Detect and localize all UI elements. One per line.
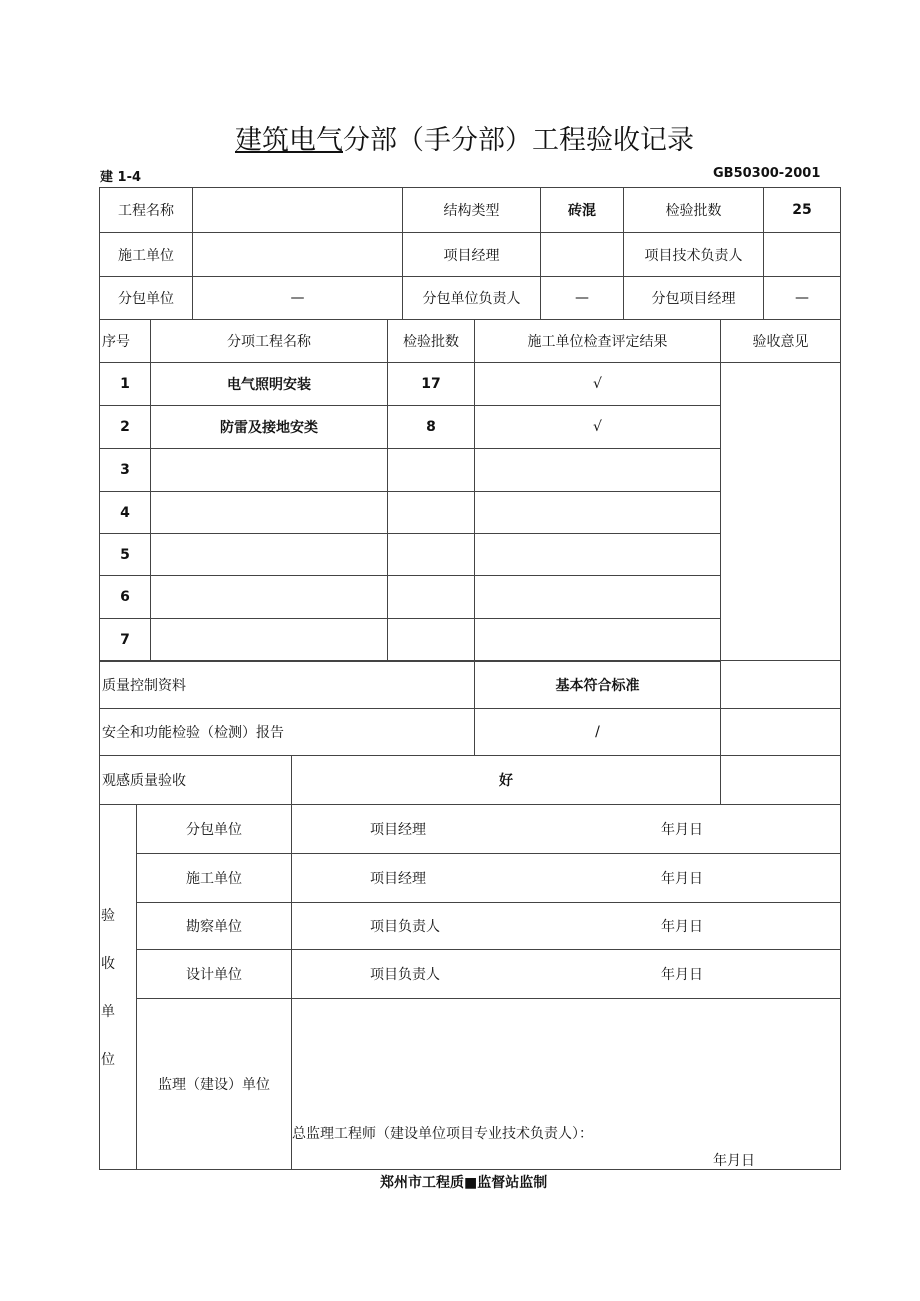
label-sub-head: 分包单位负责人 (402, 276, 541, 320)
label-batch: 检验批数 (623, 187, 764, 233)
item-name: 电气照明安装 (150, 362, 388, 406)
label-project-name: 工程名称 (99, 187, 193, 233)
standard-code: GB50300-2001 (713, 166, 821, 181)
acceptance-sign-cell (291, 902, 841, 950)
acceptance-date: 年月日 (661, 871, 703, 887)
header-batch: 检验批数 (387, 319, 475, 363)
safety-value: / (474, 708, 721, 756)
item-batch (387, 575, 475, 619)
item-result: √ (474, 362, 721, 406)
label-sub-pm: 分包项目经理 (623, 276, 764, 320)
item-result (474, 491, 721, 534)
safety-opinion (720, 708, 841, 756)
label-contractor: 施工单位 (99, 232, 193, 277)
item-no: 1 (99, 362, 151, 406)
project-name-value (192, 187, 403, 233)
item-no: 5 (99, 533, 151, 576)
acceptance-unit: 分包单位 (136, 804, 292, 854)
label-tech: 项目技术负责人 (623, 232, 764, 277)
item-result (474, 448, 721, 492)
structure-value: 砖混 (540, 187, 624, 233)
sub-head-value: — (540, 276, 624, 320)
opinion-cell (720, 362, 841, 661)
label-pm: 项目经理 (402, 232, 541, 277)
item-result (474, 618, 721, 662)
title-underlined: 建筑电气 (235, 125, 343, 156)
item-name (150, 575, 388, 619)
acceptance-sign-cell (291, 804, 841, 854)
form-code: 建 1-4 (100, 170, 142, 185)
acceptance-role: 项目负责人 (370, 919, 440, 935)
supervisor-sign-cell (291, 998, 841, 1170)
acceptance-date: 年月日 (661, 822, 703, 838)
acceptance-unit: 施工单位 (136, 853, 292, 903)
supervisor-unit: 监理（建设）单位 (136, 998, 292, 1170)
supervisor-role: 总监理工程师（建设单位项目专业技术负责人）： (292, 1126, 593, 1142)
acceptance-role: 项目负责人 (370, 967, 440, 983)
acceptance-sign-cell (291, 949, 841, 999)
acceptance-sign-cell (291, 853, 841, 903)
footer-issuer: 郑州市工程质■监督站监制 (380, 1175, 548, 1191)
side-char: 单 (101, 1004, 115, 1020)
acceptance-unit: 勘察单位 (136, 902, 292, 950)
acceptance-date: 年月日 (661, 967, 703, 983)
item-result (474, 533, 721, 576)
sub-value: — (192, 276, 403, 320)
document-title (235, 118, 694, 157)
contractor-value (192, 232, 403, 277)
acceptance-role: 项目经理 (370, 871, 426, 887)
item-batch (387, 533, 475, 576)
item-batch (387, 491, 475, 534)
pm-value (540, 232, 624, 277)
tech-value (763, 232, 841, 277)
item-no: 4 (99, 491, 151, 534)
acceptance-date: 年月日 (661, 919, 703, 935)
item-name: 防雷及接地安类 (150, 405, 388, 449)
item-name (150, 533, 388, 576)
title-rest: 分部（手分部）工程验收记录 (343, 125, 694, 156)
item-batch: 17 (387, 362, 475, 406)
header-name: 分项工程名称 (150, 319, 388, 363)
side-char: 验 (101, 908, 115, 924)
item-batch (387, 448, 475, 492)
side-char: 收 (101, 956, 115, 972)
batch-value: 25 (763, 187, 841, 233)
acceptance-unit: 设计单位 (136, 949, 292, 999)
acceptance-side-label (99, 804, 137, 1170)
item-name (150, 491, 388, 534)
visual-opinion (720, 755, 841, 805)
item-no: 6 (99, 575, 151, 619)
visual-value: 好 (291, 755, 721, 805)
quality-value: 基本符合标准 (474, 660, 721, 709)
label-structure: 结构类型 (402, 187, 541, 233)
item-result (474, 575, 721, 619)
header-opinion: 验收意见 (720, 319, 841, 363)
acceptance-role: 项目经理 (370, 822, 426, 838)
side-char: 位 (101, 1052, 115, 1068)
header-result: 施工单位检查评定结果 (474, 319, 721, 363)
item-result: √ (474, 405, 721, 449)
item-batch: 8 (387, 405, 475, 449)
item-name (150, 448, 388, 492)
quality-label: 质量控制资料 (99, 660, 475, 709)
sub-pm-value: — (763, 276, 841, 320)
visual-label: 观感质量验收 (99, 755, 292, 805)
quality-opinion (720, 660, 841, 709)
item-no: 3 (99, 448, 151, 492)
item-name (150, 618, 388, 662)
safety-label: 安全和功能检验（检测）报告 (99, 708, 475, 756)
item-no: 2 (99, 405, 151, 449)
header-no: 序号 (99, 319, 151, 363)
item-batch (387, 618, 475, 662)
item-no: 7 (99, 618, 151, 662)
supervisor-date: 年月日 (713, 1153, 755, 1169)
label-sub: 分包单位 (99, 276, 193, 320)
